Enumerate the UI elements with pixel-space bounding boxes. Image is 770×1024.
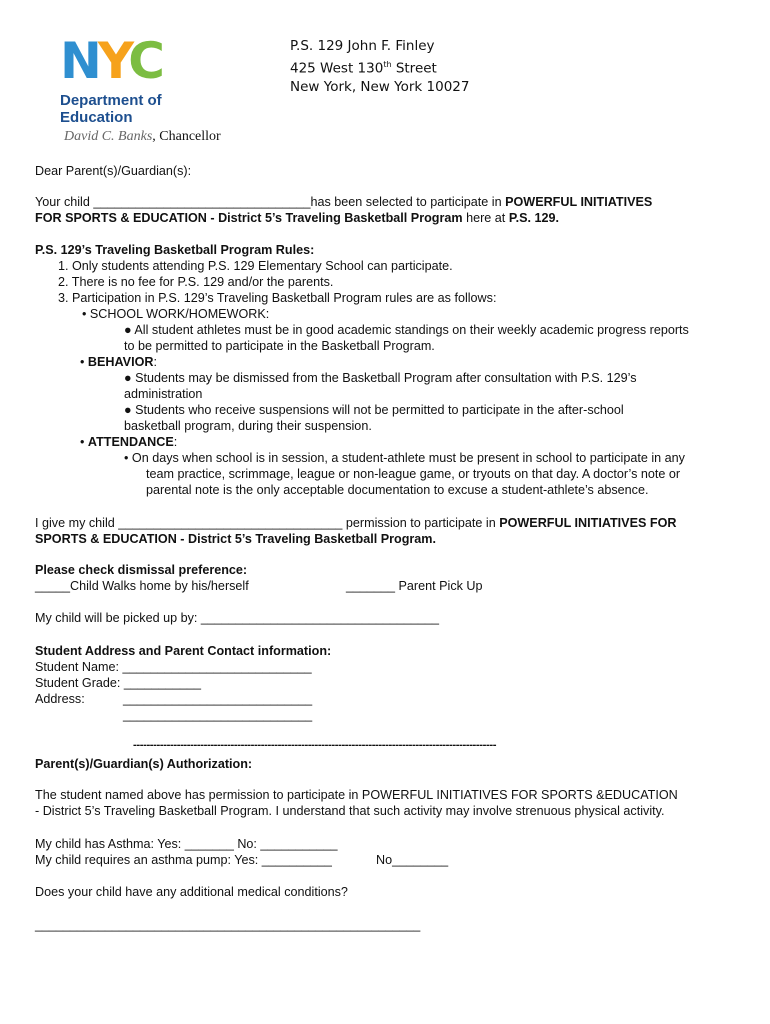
schoolwork-heading: • SCHOOL WORK/HOMEWORK: <box>82 307 270 321</box>
behavior-label: BEHAVIOR <box>87 355 154 369</box>
rule-item-2: 2. There is no fee for P.S. 129 and/or the parents. <box>58 275 334 289</box>
behavior-heading <box>80 354 157 370</box>
authorization-text-2: - District 5’s Traveling Basketball Program. I understand that such activity may involve strenuous physical activity. <box>35 804 665 818</box>
dismissal-option-pickup[interactable]: _______ Parent Pick Up <box>346 579 483 593</box>
intro-program-name-cont: FOR SPORTS & EDUCATION - District 5’s Traveling Basketball Program <box>35 211 463 225</box>
address-field-1[interactable]: ___________________________ <box>123 692 313 706</box>
school-name: P.S. 129 John F. Finley <box>290 38 435 54</box>
behavior-colon: : <box>153 355 157 369</box>
intro-line-2 <box>35 210 559 226</box>
rule-item-1: 1. Only students attending P.S. 129 Elementary School can participate. <box>58 259 453 273</box>
medical-conditions-question: Does your child have any additional medical conditions? <box>35 885 348 899</box>
asthma-field[interactable]: My child has Asthma: Yes: _______ No: ___________ <box>35 837 338 851</box>
attendance-line-3: parental note is the only acceptable documentation to excuse a student-athlete’s absence. <box>146 483 649 497</box>
permission-text: I give my child ________________________________ permission to participate in <box>35 516 500 530</box>
nyc-logo <box>60 32 161 90</box>
chancellor-name: David C. Banks <box>64 129 153 144</box>
address-field-2[interactable]: ___________________________ <box>123 708 313 722</box>
authorization-text-1: The student named above has permission to participate in POWERFUL INITIATIVES FOR SPORTS &EDUCATION <box>35 788 678 802</box>
authorization-heading: Parent(s)/Guardian(s) Authorization: <box>35 757 253 771</box>
intro-program-name: POWERFUL INITIATIVES <box>505 195 653 209</box>
dept-line-2: Education <box>60 109 133 126</box>
behavior-line-3: ● Students who receive suspensions will not be permitted to participate in the after-school <box>124 403 624 417</box>
student-grade-field[interactable]: Student Grade: ___________ <box>35 676 201 690</box>
attendance-heading <box>80 434 177 450</box>
attendance-line-1: • On days when school is in session, a student-athlete must be present in school to participate in any <box>124 451 685 465</box>
rules-title: P.S. 129’s Traveling Basketball Program Rules: <box>35 243 315 257</box>
school-city: New York, New York 10027 <box>290 78 470 95</box>
asthma-pump-no-field[interactable]: No________ <box>376 853 449 867</box>
street-number: 425 West 130 <box>290 60 384 76</box>
dept-of-education-logo-text <box>60 92 162 126</box>
behavior-line-1: ● Students may be dismissed from the Basketball Program after consultation with P.S. 129’s <box>124 371 637 385</box>
dismissal-heading: Please check dismissal preference: <box>35 563 248 577</box>
dept-line-1: Department of <box>60 92 162 109</box>
schoolwork-line-2: to be permitted to participate in the Basketball Program. <box>124 339 435 353</box>
section-divider: ------------------------------------------------------------------------------------------------------------ <box>133 739 497 751</box>
attendance-bullet: • <box>80 435 88 449</box>
nyc-logo-letter: N <box>60 32 98 90</box>
asthma-pump-yes-field[interactable]: My child requires an asthma pump: Yes: __________ <box>35 853 332 867</box>
behavior-bullet: • <box>80 355 88 369</box>
street-suffix: th <box>383 59 392 69</box>
nyc-logo-letters <box>60 32 161 90</box>
intro-school: P.S. 129. <box>508 211 559 225</box>
contact-heading: Student Address and Parent Contact information: <box>35 644 332 658</box>
intro-here-at: here at <box>462 211 509 225</box>
attendance-line-2: team practice, scrimmage, league or non-league game, or tryouts on that day. A doctor’s note or <box>146 467 681 481</box>
greeting: Dear Parent(s)/Guardian(s): <box>35 164 192 178</box>
medical-conditions-field[interactable]: _______________________________________________________ <box>35 918 421 932</box>
intro-text: Your child _______________________________has been selected to participate in <box>35 195 506 209</box>
permission-line-1 <box>35 515 676 531</box>
intro-line-1 <box>35 194 652 210</box>
attendance-label: ATTENDANCE <box>87 435 174 449</box>
picked-up-by-field[interactable]: My child will be picked up by: __________________________________ <box>35 611 440 625</box>
attendance-colon: : <box>173 435 178 449</box>
permission-line-2: SPORTS & EDUCATION - District 5’s Traveling Basketball Program. <box>35 532 437 546</box>
dismissal-option-walk[interactable]: _____Child Walks home by his/herself <box>35 579 249 593</box>
address-label: Address: <box>35 692 85 706</box>
student-name-field[interactable]: Student Name: ___________________________ <box>35 660 312 674</box>
school-street <box>290 56 469 78</box>
schoolwork-line-1: ● All student athletes must be in good academic standings on their weekly academic progress reports <box>124 323 689 337</box>
street-word: Street <box>391 60 437 76</box>
behavior-line-2: administration <box>124 387 203 401</box>
chancellor-title: , Chancellor <box>152 129 221 144</box>
chancellor-line <box>64 129 221 145</box>
permission-program: POWERFUL INITIATIVES FOR <box>499 516 677 530</box>
nyc-logo-letter: Y <box>97 32 129 90</box>
nyc-logo-letter: C <box>128 32 161 90</box>
school-address <box>290 37 469 96</box>
behavior-line-4: basketball program, during their suspension. <box>124 419 372 433</box>
rule-item-3: 3. Participation in P.S. 129’s Traveling Basketball Program rules are as follows: <box>58 291 497 305</box>
